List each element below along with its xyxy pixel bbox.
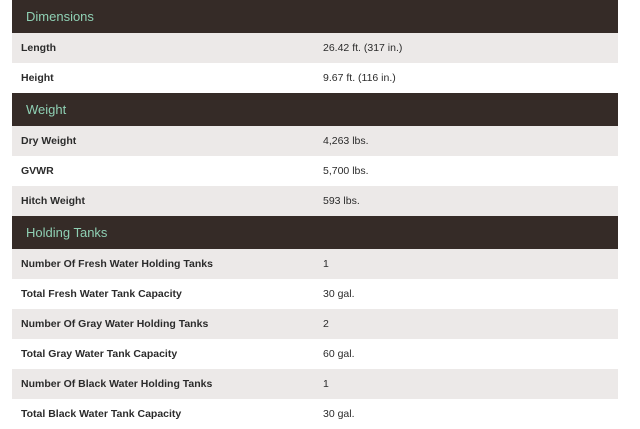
spec-row-black-water-capacity [12, 399, 618, 429]
spec-row-gvwr [12, 156, 618, 186]
spec-label: Length [21, 42, 56, 54]
spec-value: 30 gal. [323, 408, 355, 420]
spec-label: Hitch Weight [21, 195, 85, 207]
spec-label: Total Fresh Water Tank Capacity [21, 288, 182, 300]
spec-row-dry-weight [12, 126, 618, 156]
spec-label: Total Black Water Tank Capacity [21, 408, 182, 420]
spec-value: 26.42 ft. (317 in.) [323, 42, 403, 54]
spec-row-gray-water-tanks [12, 309, 618, 339]
spec-value: 60 gal. [323, 348, 355, 360]
spec-label: Height [21, 72, 54, 84]
spec-row-length [12, 33, 618, 63]
spec-row-fresh-water-tanks [12, 249, 618, 279]
spec-row-hitch-weight [12, 186, 618, 216]
spec-row-black-water-tanks [12, 369, 618, 399]
section-header-dimensions: Dimensions [12, 0, 618, 33]
spec-value: 9.67 ft. (116 in.) [323, 72, 396, 84]
spec-value: 4,263 lbs. [323, 135, 369, 147]
spec-label: Number Of Gray Water Holding Tanks [21, 318, 209, 330]
section-header-holding-tanks: Holding Tanks [12, 216, 618, 249]
spec-row-height [12, 63, 618, 93]
specifications-table [12, 0, 618, 429]
spec-value: 5,700 lbs. [323, 165, 369, 177]
spec-label: GVWR [21, 165, 54, 177]
spec-value: 1 [323, 258, 329, 270]
spec-value: 30 gal. [323, 288, 355, 300]
spec-row-fresh-water-capacity [12, 279, 618, 309]
section-header-weight: Weight [12, 93, 618, 126]
spec-row-gray-water-capacity [12, 339, 618, 369]
spec-label: Total Gray Water Tank Capacity [21, 348, 178, 360]
spec-label: Dry Weight [21, 135, 77, 147]
spec-value: 593 lbs. [323, 195, 360, 207]
spec-label: Number Of Black Water Holding Tanks [21, 378, 213, 390]
spec-label: Number Of Fresh Water Holding Tanks [21, 258, 213, 270]
spec-value: 2 [323, 318, 329, 330]
spec-value: 1 [323, 378, 329, 390]
